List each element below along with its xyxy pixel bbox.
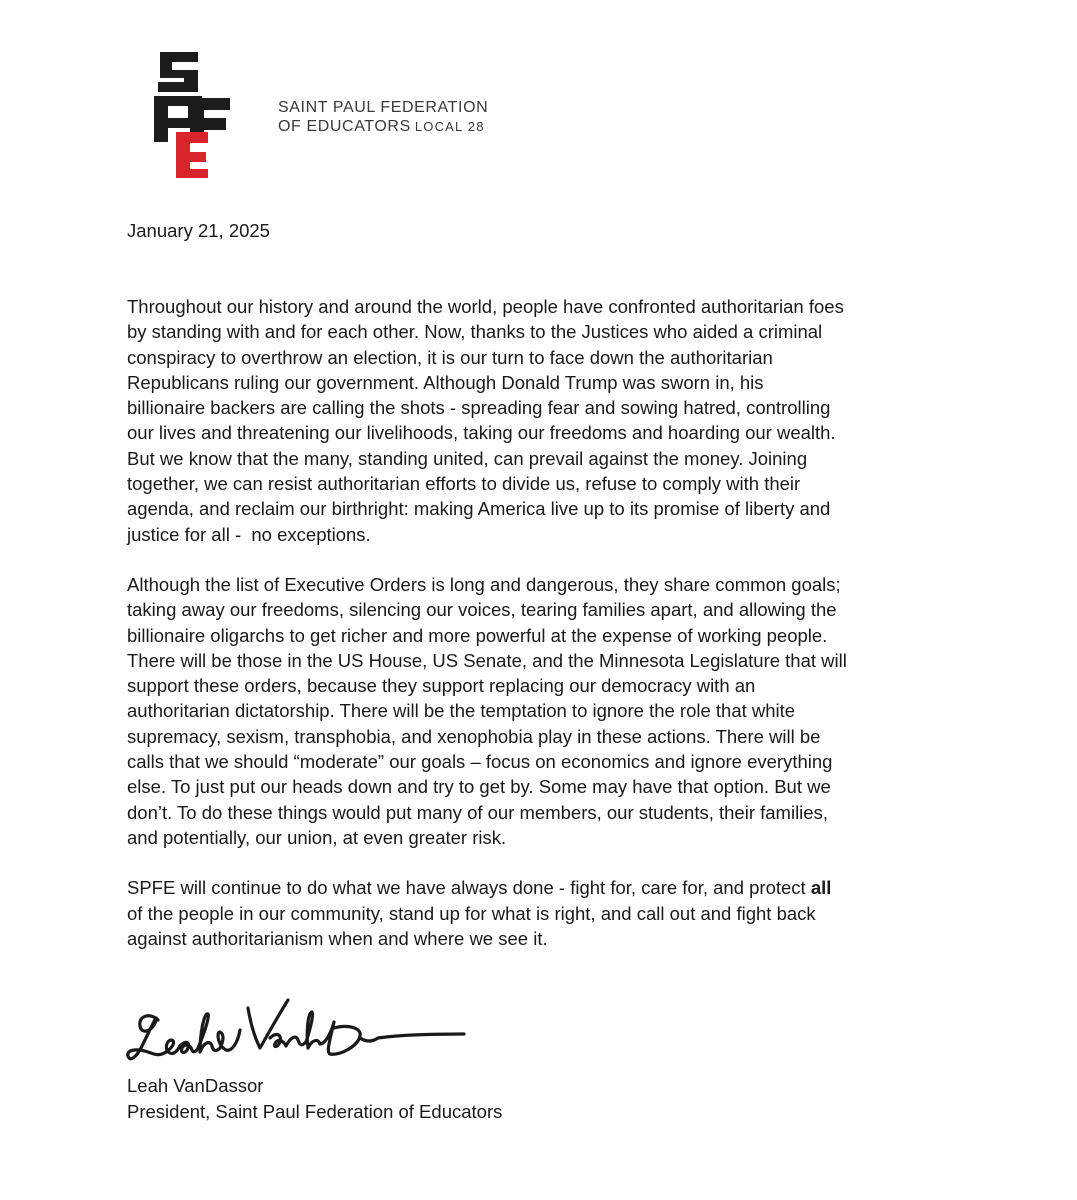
paragraph-line: of the people in our community, stand up for what is right, and call out and fight back — [127, 902, 816, 924]
org-name-line-1: SAINT PAUL FEDERATION — [278, 99, 489, 116]
paragraph-line: agenda, and reclaim our birthright: making America live up to its promise of liberty and — [127, 498, 831, 520]
organization-name — [278, 98, 488, 136]
paragraph-line-text: SPFE will continue to do what we have always done - fight for, care for, and protect — [127, 877, 811, 899]
paragraph-line: supremacy, sexism, transphobia, and xenophobia play in these actions. There will be — [127, 725, 821, 747]
signature-block — [127, 1073, 502, 1125]
paragraph-line: by standing with and for each other. Now, thanks to the Justices who aided a criminal — [127, 321, 823, 343]
paragraph-line: Although the list of Executive Orders is long and dangerous, they share common goals; — [127, 573, 841, 595]
paragraph-line: together, we can resist authoritarian efforts to divide us, refuse to comply with their — [127, 473, 801, 495]
paragraph-3 — [127, 875, 957, 951]
paragraph-line: authoritarian dictatorship. There will be the temptation to ignore the role that white — [127, 700, 796, 722]
paragraph-line: taking away our freedoms, silencing our voices, tearing families apart, and allowing the — [127, 599, 837, 621]
paragraph-line: But we know that the many, standing united, can prevail against the money. Joining — [127, 447, 808, 469]
paragraph-line: don’t. To do these things would put many of our members, our students, their families, — [127, 801, 828, 823]
paragraph-line: and potentially, our union, at even greater risk. — [127, 826, 507, 848]
paragraph-line: against authoritarianism when and where we see it. — [127, 927, 548, 949]
letter-date: January 21, 2025 — [127, 220, 270, 241]
paragraph-line: support these orders, because they support replacing our democracy with an — [127, 675, 756, 697]
paragraph-line: There will be those in the US House, US Senate, and the Minnesota Legislature that will — [127, 649, 847, 671]
paragraph-line: calls that we should “moderate” our goals – focus on economics and ignore everything — [127, 751, 833, 773]
paragraph-line: conspiracy to overthrow an election, it is our turn to face down the authoritarian — [127, 346, 773, 368]
paragraph-line: justice for all - no exceptions. — [127, 523, 371, 545]
paragraph-line — [127, 875, 957, 900]
signer-title: President, Saint Paul Federation of Educators — [127, 1101, 503, 1122]
org-name-line-2-text: OF EDUCATORS — [278, 118, 411, 135]
letter-body — [127, 294, 957, 976]
paragraph-line: billionaire backers are calling the shots - spreading fear and sowing hatred, controlling — [127, 397, 831, 419]
paragraph-line: Republicans ruling our government. Although Donald Trump was sworn in, his — [127, 371, 764, 393]
paragraph-line: else. To just put our heads down and try to get by. Some may have that option. But we — [127, 776, 831, 798]
org-local: LOCAL 28 — [414, 119, 485, 134]
paragraph-line: our lives and threatening our livelihoods, taking our freedoms and hoarding our wealth. — [127, 422, 836, 444]
org-name-line-2 — [278, 117, 488, 136]
logo-letter-s — [158, 52, 198, 92]
logo-letter-e — [176, 132, 208, 178]
paragraph-1 — [127, 294, 957, 547]
spfe-logo — [150, 48, 236, 180]
emphasis-all: all — [810, 877, 832, 899]
paragraph-line: Throughout our history and around the world, people have confronted authoritarian foes — [127, 296, 844, 317]
letterhead — [150, 48, 510, 183]
paragraph-2 — [127, 572, 957, 850]
paragraph-line: billionaire oligarchs to get richer and more powerful at the expense of working people. — [127, 624, 828, 646]
handwritten-signature — [120, 990, 480, 1074]
signer-name: Leah VanDassor — [127, 1075, 264, 1096]
